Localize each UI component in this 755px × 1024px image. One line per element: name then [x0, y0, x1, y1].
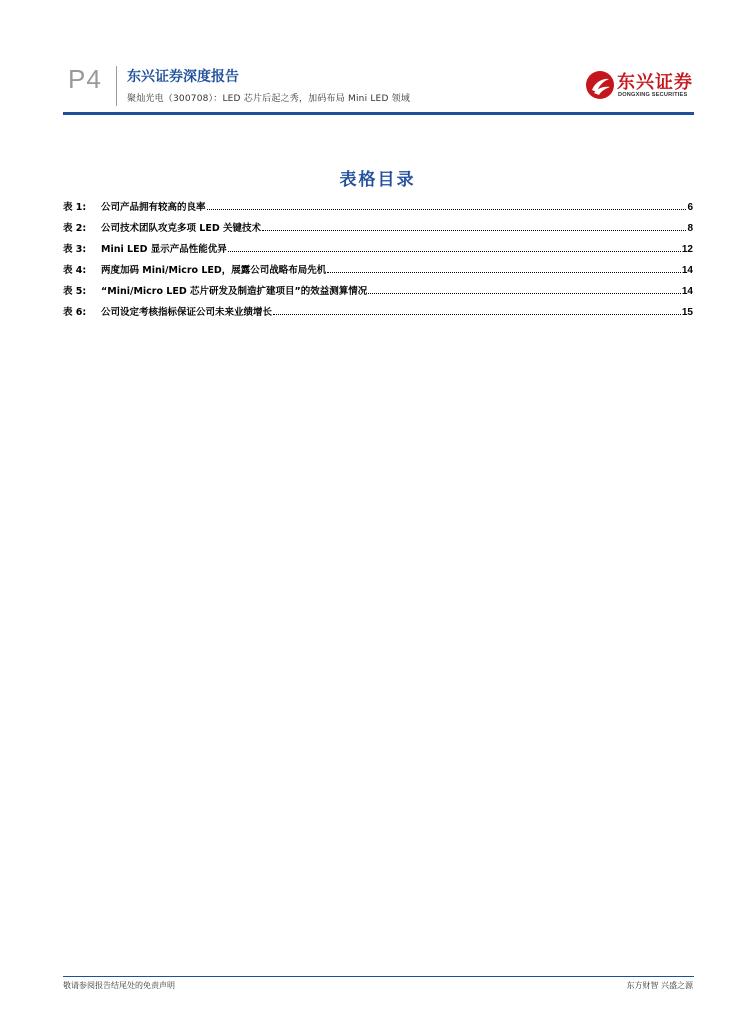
toc-entry-1[interactable] [63, 199, 693, 220]
toc-entry-text: Mini LED 显示产品性能优异 [101, 244, 227, 255]
toc-entry-page: 12 [681, 244, 693, 255]
logo-name-en: DONGXING SECURITIES [618, 92, 688, 98]
footer-disclaimer-note: 敬请参阅报告结尾处的免责声明 [63, 981, 175, 990]
toc-entry-text: 公司设定考核指标保证公司未来业绩增长 [101, 307, 273, 318]
toc-leader-dots [262, 223, 686, 231]
toc-entry-page: 14 [681, 265, 693, 276]
logo-name-cn: 东兴证券 [617, 72, 693, 93]
toc-entry-text: 公司技术团队攻克多项 LED 关键技术 [101, 223, 262, 234]
toc-entry-6[interactable] [63, 304, 693, 325]
company-logo [585, 70, 695, 104]
toc-leader-dots [207, 202, 687, 210]
toc-entry-page: 6 [687, 202, 693, 213]
toc-leader-dots [368, 286, 681, 294]
toc-entry-2[interactable] [63, 220, 693, 241]
toc-entry-3[interactable] [63, 241, 693, 262]
toc-entry-text: “Mini/Micro LED 芯片研发及制造扩建项目”的效益测算情况 [101, 286, 368, 297]
toc-entry-label: 表 2: [63, 223, 87, 234]
toc-entry-text: 公司产品拥有较高的良率 [101, 202, 206, 213]
footer-rule [63, 976, 694, 977]
toc-leader-dots [327, 265, 681, 273]
report-type-title: 东兴证券深度报告 [127, 69, 239, 85]
table-of-tables [63, 199, 693, 325]
header-rule [63, 112, 694, 115]
toc-entry-page: 14 [681, 286, 693, 297]
toc-entry-label: 表 1: [63, 202, 87, 213]
footer-slogan: 东方财智 兴盛之源 [626, 981, 693, 990]
toc-entry-label: 表 6: [63, 307, 87, 318]
page-number: P4 [68, 64, 102, 94]
logo-emblem-icon [585, 70, 615, 100]
toc-entry-5[interactable] [63, 283, 693, 304]
toc-leader-dots [273, 307, 681, 315]
toc-entry-page: 8 [687, 223, 693, 234]
toc-entry-label: 表 4: [63, 265, 87, 276]
toc-title: 表格目录 [339, 170, 416, 190]
toc-entry-text: 两度加码 Mini/Micro LED，展露公司战略布局先机 [101, 265, 327, 276]
toc-entry-label: 表 3: [63, 244, 87, 255]
report-subtitle: 聚灿光电（300708）：LED 芯片后起之秀，加码布局 Mini LED 领域 [127, 94, 411, 104]
toc-entry-page: 15 [681, 307, 693, 318]
toc-leader-dots [228, 244, 681, 252]
toc-entry-4[interactable] [63, 262, 693, 283]
header-divider [116, 66, 117, 106]
toc-entry-label: 表 5: [63, 286, 87, 297]
